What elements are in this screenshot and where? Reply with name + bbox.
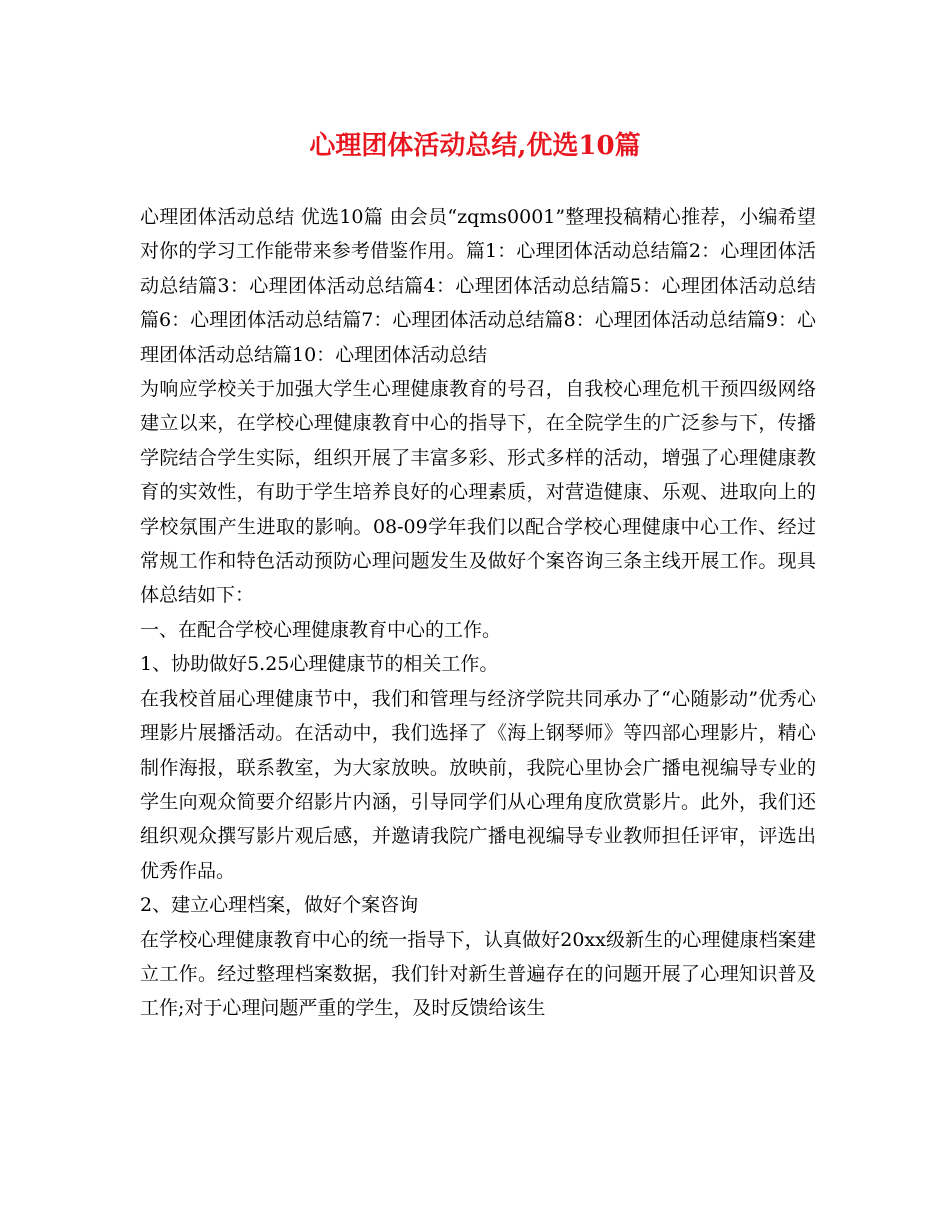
overview-paragraph: 为响应学校关于加强大学生心理健康教育的号召，自我校心理危机干预四级网络建立以来，在学校心理健康教育中心的指导下，在全院学生的广泛参与下，传播学院结合学生实际，组织开展了丰富多彩、形式多样的活动，增强了心理健康教育的实效性，有助于学生培养良好的心理素质，对营造健康、乐观、进取向上的学校氛围产生进取的影响。08-09学年我们以配合学校心理健康中心工作、经过常规工作和特色活动预防心理问题发生及做好个案咨询三条主线开展工作。现具体总结如下：	[140, 378, 816, 607]
section-heading-1: 一、在配合学校心理健康教育中心的工作。	[140, 618, 502, 641]
subsection-heading-1: 1、协助做好5.25心理健康节的相关工作。	[140, 653, 499, 676]
subsection-paragraph-2: 在学校心理健康教育中心的统一指导下，认真做好20xx级新生的心理健康档案建立工作。经过整理档案数据，我们针对新生普遍存在的问题开展了心理知识普及工作;对于心理问题严重的学生，及时反馈给该生	[140, 928, 816, 1020]
intro-paragraph: 心理团体活动总结 优选10篇 由会员“zqms0001”整理投稿精心推荐，小编希望对你的学习工作能带来参考借鉴作用。篇1：心理团体活动总结篇2：心理团体活动总结篇3：心理团体活动总结篇4：心理团体活动总结篇5：心理团体活动总结篇6：心理团体活动总结篇7：心理团体活动总结篇8：心理团体活动总结篇9：心理团体活动总结篇10：心理团体活动总结	[140, 206, 816, 366]
subsection-paragraph-1: 在我校首届心理健康节中，我们和管理与经济学院共同承办了“心随影动”优秀心理影片展播活动。在活动中，我们选择了《海上钢琴师》等四部心理影片，精心制作海报，联系教室，为大家放映。放映前，我院心里协会广播电视编导专业的学生向观众简要介绍影片内涵，引导同学们从心理角度欣赏影片。此外，我们还组织观众撰写影片观后感，并邀请我院广播电视编导专业教师担任评审，评选出优秀作品。	[140, 687, 816, 882]
document-title: 心理团体活动总结,优选10篇	[309, 131, 641, 161]
subsection-heading-2: 2、建立心理档案，做好个案咨询	[140, 894, 419, 917]
document-body	[140, 200, 816, 1026]
